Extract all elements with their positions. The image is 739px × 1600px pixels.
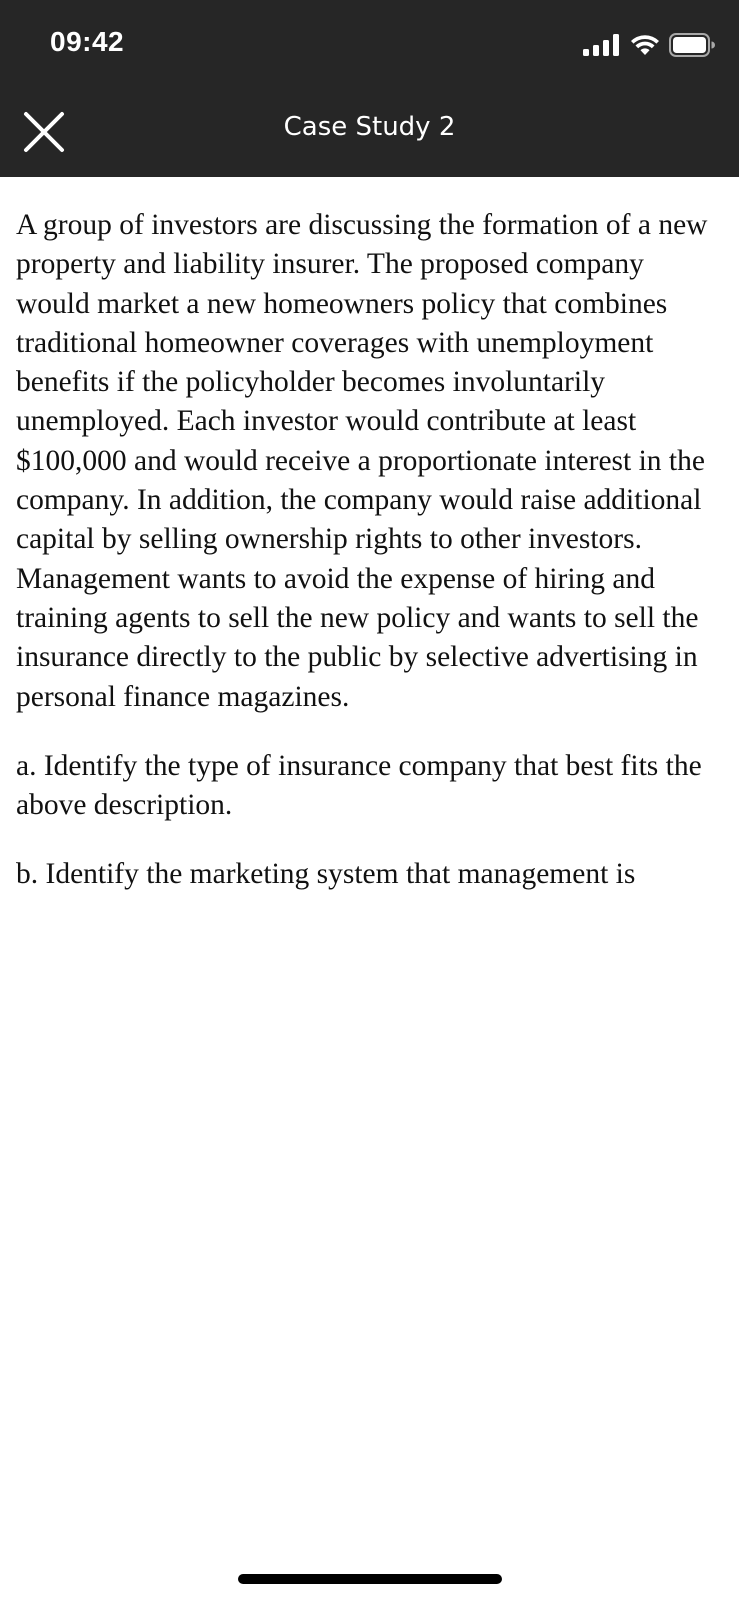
question-a: a. Identify the type of insurance company that best fits the above description. [16, 749, 702, 822]
top-bar [0, 0, 739, 177]
case-study-content [16, 206, 724, 895]
home-indicator[interactable] [238, 1574, 502, 1584]
signal-icon [583, 34, 621, 56]
page-title: Case Study 2 [283, 112, 456, 142]
case-description: A group of investors are discussing the formation of a new property and liability insurer. The proposed company would market a new homeowners policy that combines traditional homeowner coverages with unemployment benefits if the policyholder becomes involuntarily unemployed. Each investor would contribute at least $100,000 and would receive a proportionate interest in the company. In addition, the company would raise additional capital by selling ownership rights to other investors. Management wants to avoid the expense of hiring and training agents to sell the new policy and wants to sell the insurance directly to the public by selective advertising in personal finance magazines. [16, 209, 708, 713]
wifi-icon [631, 34, 659, 56]
status-time: 09:42 [50, 26, 125, 57]
battery-icon [669, 33, 715, 57]
status-icons [583, 32, 715, 58]
question-b: b. Identify the marketing system that management is [16, 858, 636, 891]
